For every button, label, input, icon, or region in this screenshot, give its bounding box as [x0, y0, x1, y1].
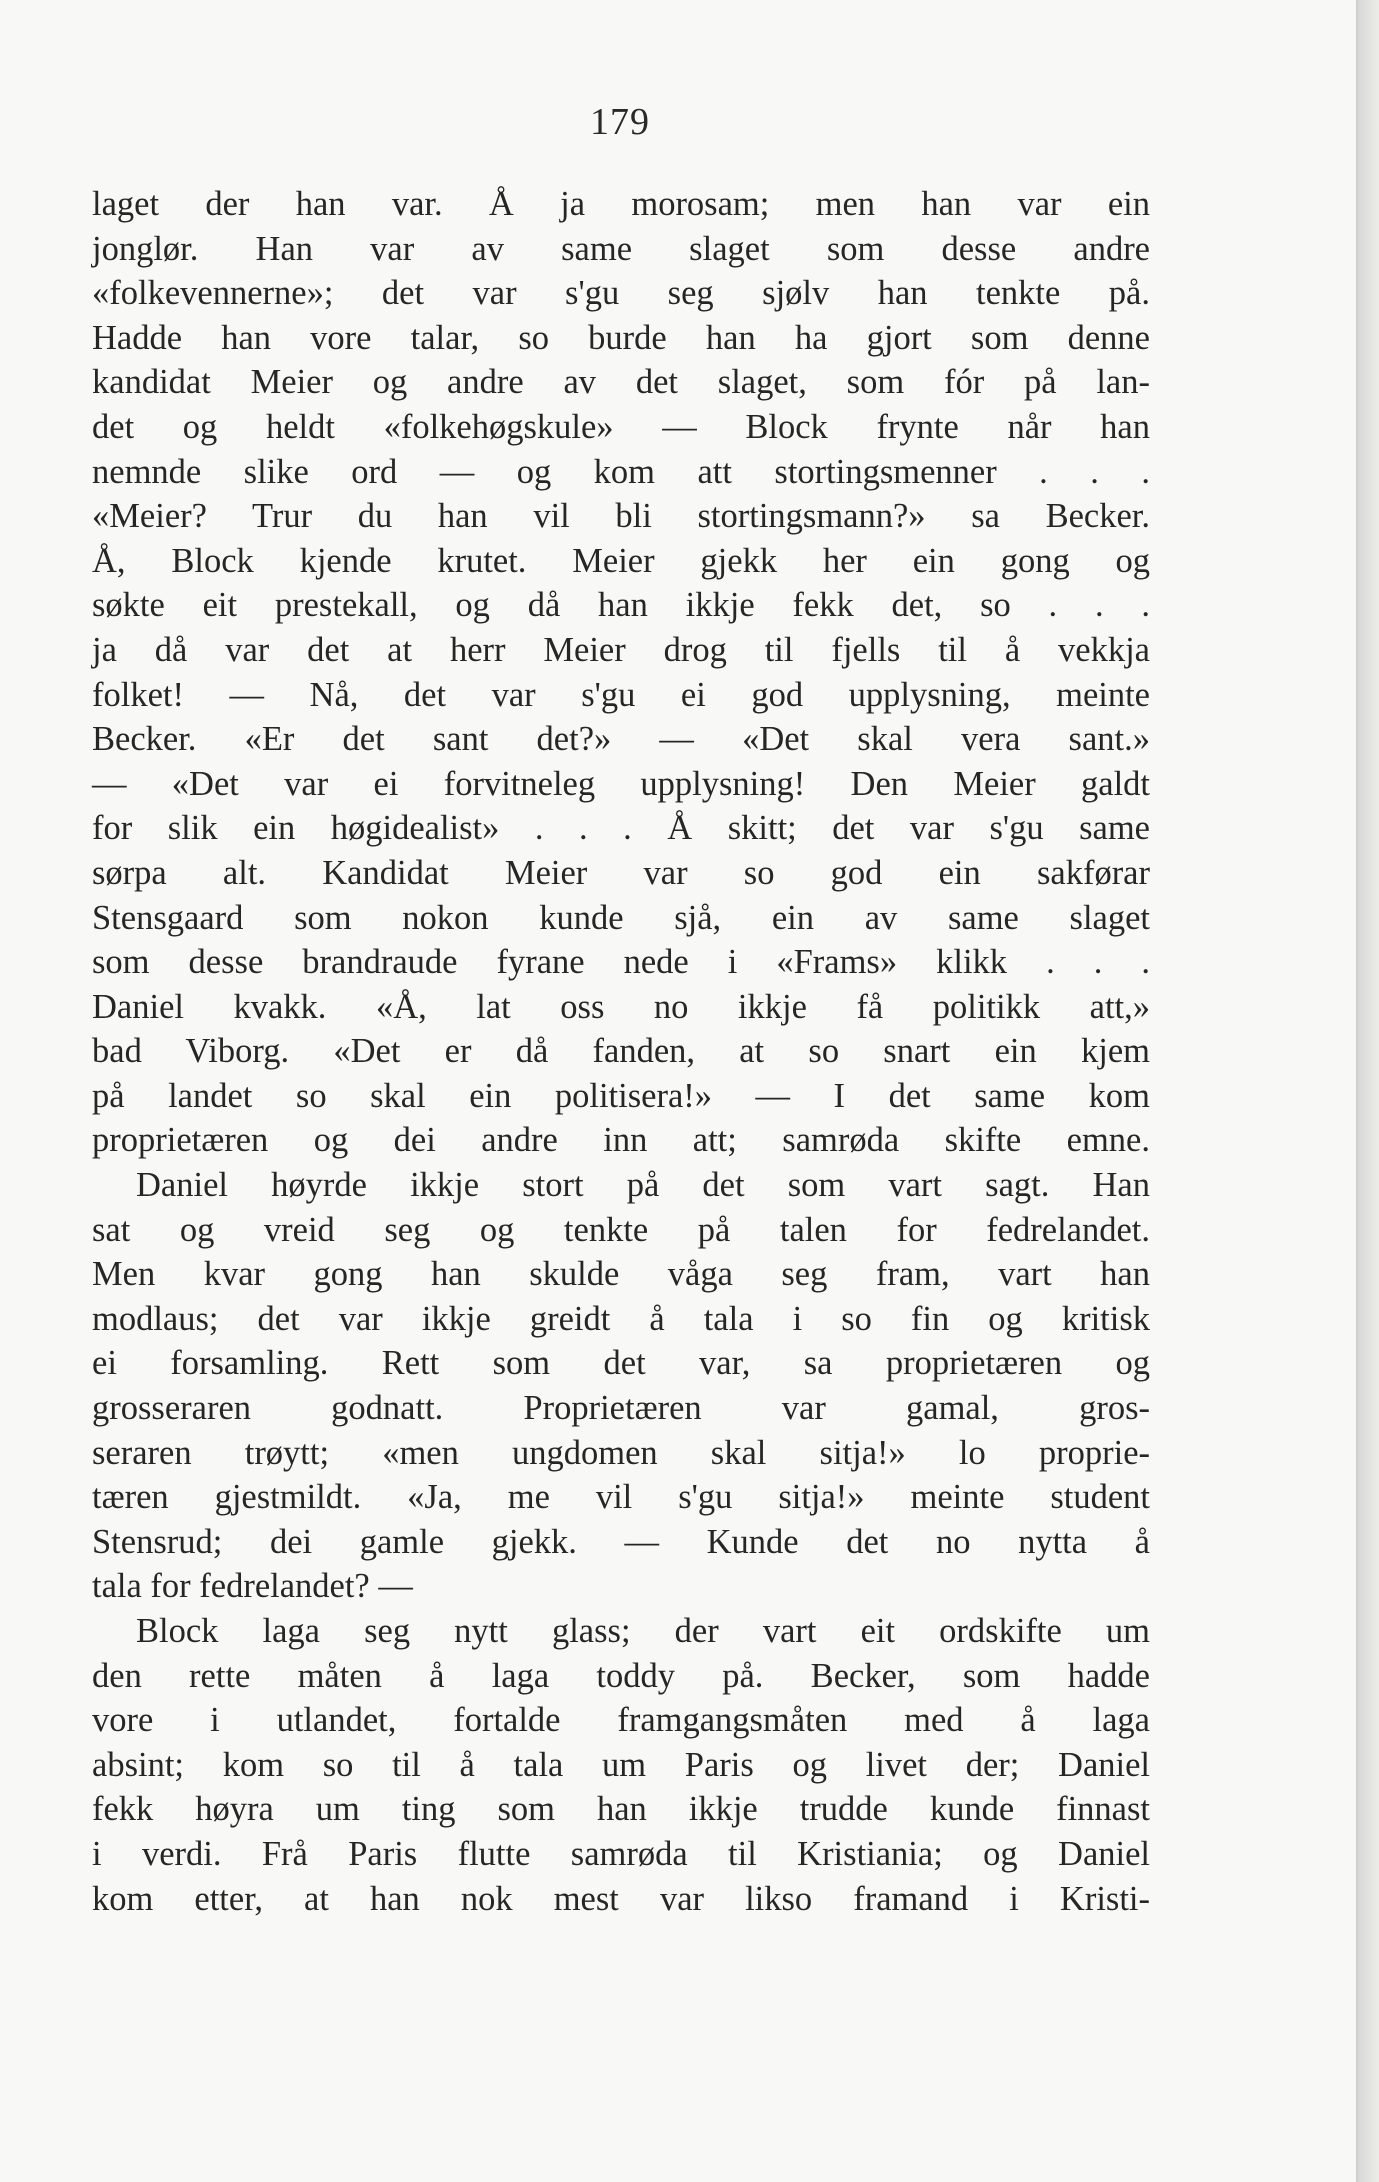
text-line: som desse brandraude fyrane nede i «Frams» klikk . . .: [92, 943, 1150, 982]
text-line: absint; kom so til å tala um Paris og livet der; Daniel: [92, 1745, 1150, 1784]
text-line: jonglør. Han var av same slaget som desse andre: [92, 229, 1150, 268]
text-line: søkte eit prestekall, og då han ikkje fekk det, so . . .: [92, 586, 1150, 625]
paragraph-start-line: Daniel høyrde ikkje stort på det som vart sagt. Han: [136, 1166, 1150, 1205]
text-line: Stensrud; dei gamle gjekk. — Kunde det no nytta å: [92, 1522, 1150, 1561]
text-line: det og heldt «folkehøgskule» — Block frynte når han: [92, 407, 1150, 446]
text-line: Men kvar gong han skulde våga seg fram, vart han: [92, 1255, 1150, 1294]
text-line: sørpa alt. Kandidat Meier var so god ein sakførar: [92, 853, 1150, 892]
text-line: Daniel kvakk. «Å, lat oss no ikkje få politikk att,»: [92, 987, 1150, 1026]
paragraph-start-line: Block laga seg nytt glass; der vart eit ordskifte um: [136, 1612, 1150, 1650]
text-line: laget der han var. Å ja morosam; men han var ein: [92, 185, 1150, 223]
text-line: for slik ein høgidealist» . . . Å skitt; det var s'gu same: [92, 809, 1150, 848]
text-line: på landet so skal ein politisera!» — I det same kom: [92, 1076, 1150, 1115]
text-line: modlaus; det var ikkje greidt å tala i so fin og kritisk: [92, 1299, 1150, 1338]
text-line: fekk høyra um ting som han ikkje trudde kunde finnast: [92, 1790, 1150, 1829]
text-line: «folkevennerne»; det var s'gu seg sjølv han tenkte på.: [92, 274, 1150, 313]
text-line: Becker. «Er det sant det?» — «Det skal vera sant.»: [92, 720, 1150, 759]
text-line: ei forsamling. Rett som det var, sa proprietæren og: [92, 1344, 1150, 1383]
text-line: «Meier? Trur du han vil bli stortingsmann?» sa Becker.: [92, 497, 1150, 536]
paragraph-end-line: tala for fedrelandet? —: [92, 1567, 413, 1606]
text-line: i verdi. Frå Paris flutte samrøda til Kristiania; og Daniel: [92, 1834, 1150, 1873]
text-line: kandidat Meier og andre av det slaget, som fór på lan-: [92, 363, 1150, 402]
text-line: — «Det var ei forvitneleg upplysning! Den Meier galdt: [92, 764, 1150, 803]
text-line: vore i utlandet, fortalde framgangsmåten med å laga: [92, 1701, 1150, 1740]
text-line: seraren trøytt; «men ungdomen skal sitja!» lo proprie-: [92, 1433, 1150, 1472]
text-line: sat og vreid seg og tenkte på talen for fedrelandet.: [92, 1210, 1150, 1249]
text-line: Å, Block kjende krutet. Meier gjekk her ein gong og: [92, 541, 1150, 580]
page-number: 179: [590, 101, 650, 143]
text-line: nemnde slike ord — og kom att stortingsmenner . . .: [92, 452, 1150, 491]
text-line: proprietæren og dei andre inn att; samrøda skifte emne.: [92, 1121, 1150, 1160]
page-edge: [1358, 0, 1379, 2182]
text-line: folket! — Nå, det var s'gu ei god upplysning, meinte: [92, 675, 1150, 714]
text-line: bad Viborg. «Det er då fanden, at so snart ein kjem: [92, 1032, 1150, 1071]
text-line: Stensgaard som nokon kunde sjå, ein av same slaget: [92, 898, 1150, 937]
text-line: den rette måten å laga toddy på. Becker, som hadde: [92, 1656, 1150, 1695]
text-line: grosseraren godnatt. Proprietæren var gamal, gros-: [92, 1389, 1150, 1428]
body-text: [92, 182, 1150, 1921]
text-line: tæren gjestmildt. «Ja, me vil s'gu sitja!» meinte student: [92, 1478, 1150, 1517]
text-line: kom etter, at han nok mest var likso framand i Kristi-: [92, 1879, 1150, 1918]
text-line: Hadde han vore talar, so burde han ha gjort som denne: [92, 318, 1150, 357]
text-line: ja då var det at herr Meier drog til fjells til å vekkja: [92, 630, 1150, 669]
